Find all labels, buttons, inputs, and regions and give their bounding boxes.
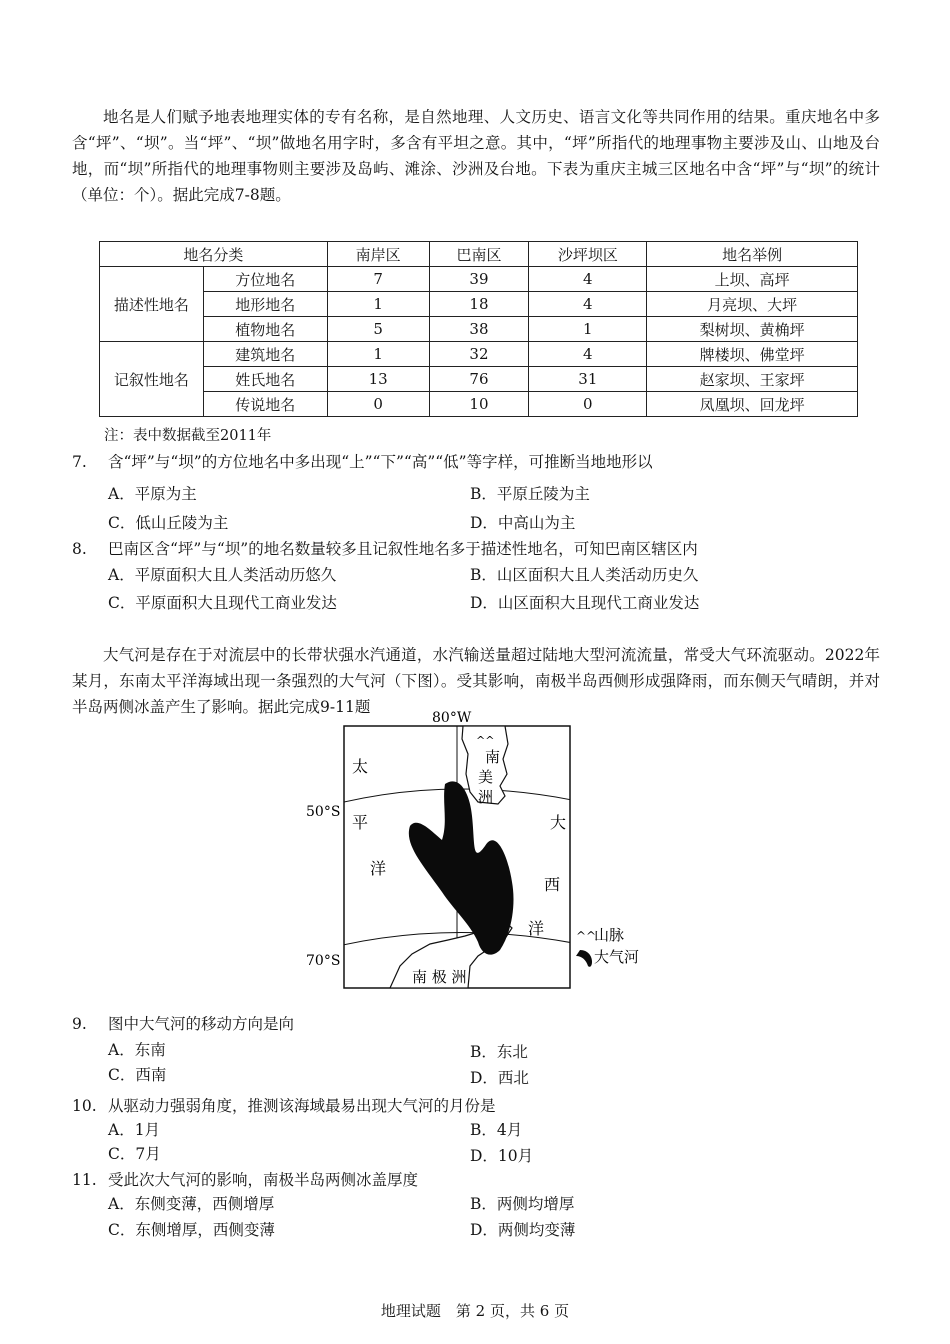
group-label: 描述性地名 [100,267,204,342]
ocean-label: 洋 [528,919,545,938]
question-number: 10. [72,1097,97,1115]
mountain-icon: ^^ [476,734,495,747]
option-b: B．4月 [470,1121,523,1139]
option-c: C．西南 [108,1066,167,1084]
table-cell: 76 [429,367,529,392]
option-a: A．东南 [108,1041,166,1059]
option-b: B．山区面积大且人类活动历史久 [470,566,699,584]
table-cell: 32 [429,342,529,367]
question-number: 9. [72,1015,87,1033]
continent-label: 美 [478,768,494,786]
intro-paragraph-2: 大气河是存在于对流层中的长带状强水汽通道，水汽输送量超过陆地大型河流流量，常受大气环流驱动。2022年某月，东南太平洋海域出现一条强烈的大气河（下图）。受其影响，南极半岛西侧形成强降雨，而东侧天气晴朗，并对半岛两侧冰盖产生了影响。据此完成9-11题 [72,646,880,716]
table-header: 沙坪坝区 [529,242,647,267]
question-9 [72,1012,294,1034]
table-cell: 1 [327,292,429,317]
table-cell: 1 [327,342,429,367]
option-d: D．西北 [470,1069,529,1087]
option-c: C．东侧增厚，西侧变薄 [108,1221,275,1239]
latitude-label-50: 50°S [306,804,341,820]
table-header: 南岸区 [327,242,429,267]
option-d: D．两侧均变薄 [470,1221,576,1239]
table-cell: 5 [327,317,429,342]
option-d: D．中高山为主 [470,514,576,532]
table-row [100,367,858,392]
continent-label: 南 [485,748,501,766]
table-cell: 赵家坝、王家坪 [647,367,858,392]
table-cell: 31 [529,367,647,392]
table-cell: 植物地名 [203,317,327,342]
option-b: B．两侧均增厚 [470,1195,575,1213]
question-number: 11. [72,1171,97,1189]
ocean-label: 大 [550,813,567,832]
legend-river-label: 大气河 [594,948,640,966]
table-note: 注：表中数据截至2011年 [104,428,272,444]
table-header: 地名举例 [647,242,858,267]
table-cell: 4 [529,267,647,292]
table-cell: 18 [429,292,529,317]
option-a: A．东侧变薄，西侧增厚 [108,1195,275,1213]
ocean-label: 洋 [370,859,387,878]
latitude-label-70: 70°S [306,953,341,969]
question-stem: 图中大气河的移动方向是向 [108,1015,295,1033]
table-cell: 38 [429,317,529,342]
page-footer: 地理试题 第 2 页，共 6 页 [380,1302,570,1320]
option-b: B．平原丘陵为主 [470,485,590,503]
table-cell: 凤凰坝、回龙坪 [647,392,858,417]
option-c: C．低山丘陵为主 [108,514,229,532]
option-a: A．1月 [108,1121,161,1139]
mountain-legend-icon: ^^ [576,929,597,943]
option-c: C．7月 [108,1145,161,1163]
table-cell: 39 [429,267,529,292]
table-cell: 10 [429,392,529,417]
table-cell: 上坝、高坪 [647,267,858,292]
option-d: D．10月 [470,1147,534,1165]
table-row [100,342,858,367]
option-b: B．东北 [470,1043,528,1061]
table-cell: 传说地名 [203,392,327,417]
question-7 [72,450,653,472]
question-10 [72,1094,496,1116]
table-cell: 梨树坝、黄桷坪 [647,317,858,342]
table-cell: 方位地名 [203,267,327,292]
question-stem: 巴南区含“坪”与“坝”的地名数量较多且记叙性地名多于描述性地名，可知巴南区辖区内 [108,540,698,558]
question-number: 8. [72,540,87,558]
table-cell: 13 [327,367,429,392]
option-a: A．平原面积大且人类活动历悠久 [108,566,337,584]
intro-paragraph-1: 地名是人们赋予地表地理实体的专有名称，是自然地理、人文历史、语言文化等共同作用的结果。重庆地名中多含“坪”、“坝”。当“坪”、“坝”做地名用字时，多含有平坦之意。其中，“坪”所指代的地理事物主要涉及山、山地及台地，而“坝”所指代的地理事物则主要涉及岛屿、滩涂、沙洲及台地。下表为重庆主城三区地名中含“坪”与“坝”的统计（单位：个）。据此完成7-8题。 [72,108,880,204]
table-cell: 7 [327,267,429,292]
question-number: 7. [72,453,87,471]
continent-label: 南 极 洲 [412,968,467,986]
longitude-label: 80°W [432,710,472,726]
legend-mountain-label: 山脉 [594,926,625,944]
option-a: A．平原为主 [108,485,197,503]
option-d: D．山区面积大且现代工商业发达 [470,594,700,612]
question-stem: 从驱动力强弱角度，推测该海域最易出现大气河的月份是 [108,1097,496,1115]
group-label: 记叙性地名 [100,342,204,417]
table-header-row [100,242,858,267]
atmospheric-river-map [300,704,660,994]
option-c: C．平原面积大且现代工商业发达 [108,594,337,612]
question-stem: 含“坪”与“坝”的方位地名中多出现“上”“下”“高”“低”等字样，可推断当地地形以 [108,453,653,471]
question-stem: 受此次大气河的影响，南极半岛两侧冰盖厚度 [108,1171,419,1189]
ocean-label: 西 [544,875,561,894]
table-cell: 0 [327,392,429,417]
table-header: 巴南区 [429,242,529,267]
table-cell: 姓氏地名 [203,367,327,392]
table-cell: 地形地名 [203,292,327,317]
atmospheric-river-legend-icon [576,950,592,967]
question-11 [72,1168,418,1190]
table-header: 地名分类 [100,242,328,267]
table-cell: 4 [529,342,647,367]
table-cell: 1 [529,317,647,342]
table-cell: 4 [529,292,647,317]
table-row [100,292,858,317]
ocean-label: 平 [352,813,369,832]
table-row [100,317,858,342]
table-row [100,267,858,292]
place-name-table [99,241,858,417]
table-cell: 建筑地名 [203,342,327,367]
table-row [100,392,858,417]
table-cell: 0 [529,392,647,417]
table-cell: 牌楼坝、佛堂坪 [647,342,858,367]
continent-label: 洲 [478,788,494,806]
table-cell: 月亮坝、大坪 [647,292,858,317]
atmospheric-river-shape [409,781,514,954]
ocean-label: 太 [352,757,369,776]
question-8 [72,537,698,559]
